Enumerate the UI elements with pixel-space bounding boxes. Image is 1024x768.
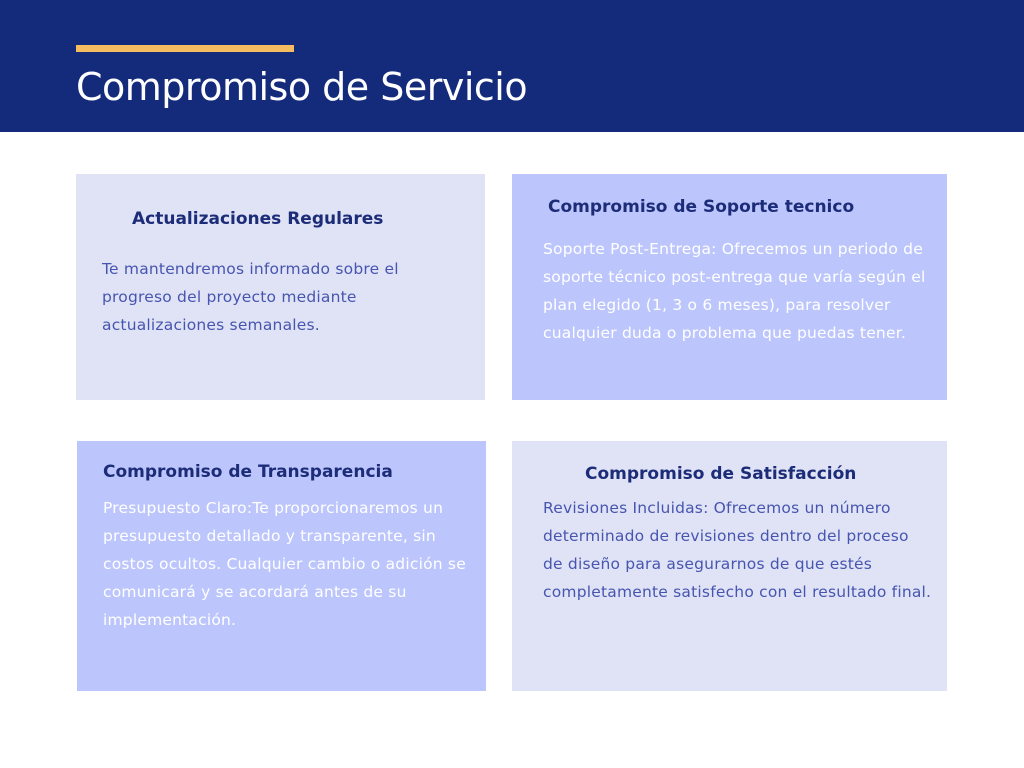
card-transparencia bbox=[77, 441, 486, 691]
card-title: Compromiso de Transparencia bbox=[103, 462, 393, 482]
card-text: Te mantendremos informado sobre el progreso del proyecto mediante actualizaciones semanales. bbox=[102, 260, 399, 334]
card-actualizaciones-regulares bbox=[76, 174, 485, 400]
card-text: Soporte Post-Entrega: Ofrecemos un periodo de soporte técnico post-entrega que varía según el plan elegido (1, 3 o 6 meses), para resolver cualquier duda o problema que puedas tener. bbox=[543, 240, 926, 342]
accent-bar bbox=[76, 45, 294, 52]
card-text: Presupuesto Claro:Te proporcionaremos un presupuesto detallado y transparente, sin costos ocultos. Cualquier cambio o adición se comunicará y se acordará antes de su implementación. bbox=[103, 499, 466, 629]
card-soporte-tecnico bbox=[512, 174, 947, 400]
card-title: Actualizaciones Regulares bbox=[132, 209, 384, 229]
card-satisfaccion bbox=[512, 441, 947, 691]
page-title: Compromiso de Servicio bbox=[76, 65, 528, 109]
card-text: Revisiones Incluidas: Ofrecemos un número determinado de revisiones dentro del proceso de diseño para asegurarnos de que estés completamente satisfecho con el resultado final. bbox=[543, 499, 932, 601]
card-title: Compromiso de Soporte tecnico bbox=[548, 197, 855, 217]
card-title: Compromiso de Satisfacción bbox=[585, 464, 857, 484]
header-banner bbox=[0, 0, 1024, 132]
